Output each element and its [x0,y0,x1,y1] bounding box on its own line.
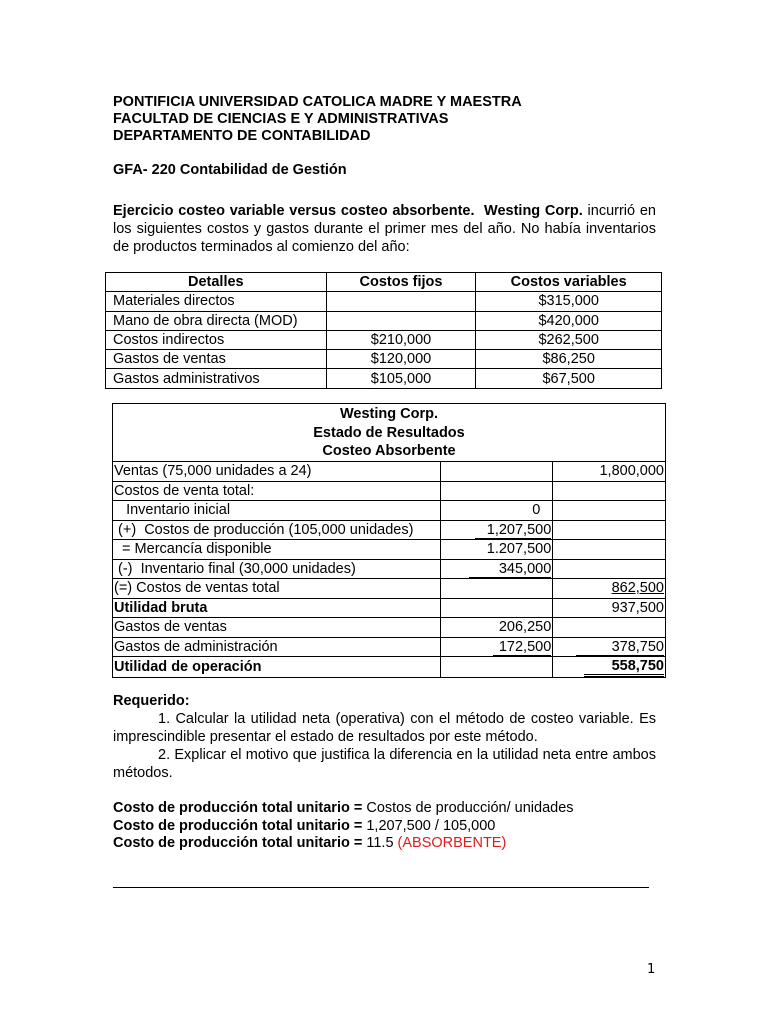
table-row [113,462,666,482]
unit-cost-calculation [113,800,574,853]
costs-table [105,272,662,389]
calc-label: Costo de producción total unitario = [113,817,363,834]
calc-result: 11.5 [362,835,398,851]
faculty-name: FACULTAD DE CIENCIAS E Y ADMINISTRATIVAS [113,111,449,127]
row-label: (+) Costos de producción (105,000 unidades) [113,520,441,540]
statement-title-row [113,404,666,462]
exercise-intro [113,202,656,256]
table-row [106,292,662,311]
row-value-col2 [440,462,553,482]
row-value-col2: 1.207,500 [440,540,553,560]
calc-line-2 [113,818,574,836]
calc-substitution: 1,207,500 / 105,000 [362,817,496,834]
calc-method-tag: (ABSORBENTE) [397,835,507,851]
row-label: Costos de venta total: [113,481,441,501]
fixed-cost: $210,000 [326,330,476,349]
row-value-col3 [553,481,666,501]
table-row [113,559,666,579]
table-row [106,350,662,369]
requirement-item-1: 1. Calcular la utilidad neta (operativa) con el método de costeo variable. Es imprescindible presentar el estado de resultados por este método. [113,711,656,745]
row-label: (=) Costos de ventas total [113,579,441,599]
fixed-cost: $120,000 [326,350,476,369]
row-label: Gastos de ventas [113,618,441,638]
table-row [106,330,662,349]
row-label: Materiales directos [106,292,327,311]
table-row [106,311,662,330]
table-row [113,657,666,678]
table-row [113,637,666,657]
statement-title [113,404,666,462]
underlined-value: 1,207,500 [475,523,552,539]
university-name: PONTIFICIA UNIVERSIDAD CATOLICA MADRE Y MAESTRA [113,94,522,110]
table-row [106,369,662,388]
row-value-col3 [553,540,666,560]
row-value-col2 [440,520,553,540]
row-value-col3 [553,618,666,638]
statement-method: Costeo Absorbente [322,443,456,460]
statement-company: Westing Corp. [339,406,438,423]
requirements-section [113,692,656,782]
fixed-cost [326,292,476,311]
underlined-value: 345,000 [469,562,551,578]
row-value-col3 [553,637,666,657]
variable-cost: $67,500 [476,369,662,388]
row-value-col3 [553,657,666,678]
row-label: Gastos de administración [113,637,441,657]
company-name: Westing Corp. [484,203,583,219]
row-label: Ventas (75,000 unidades a 24) [113,462,441,482]
row-label: Gastos administrativos [106,369,327,388]
income-statement-table [112,403,666,678]
row-label: (-) Inventario final (30,000 unidades) [113,559,441,579]
department-name: DEPARTAMENTO DE CONTABILIDAD [113,128,371,144]
row-value-col3 [553,501,666,521]
calc-line-1 [113,800,574,818]
statement-name: Estado de Resultados [313,424,465,441]
row-value-col2: 0 [440,501,553,521]
row-label: Utilidad de operación [113,657,441,678]
row-value-col2 [440,637,553,657]
document-header [113,94,522,145]
row-label: Costos indirectos [106,330,327,349]
course-title: GFA- 220 Contabilidad de Gestión [113,162,347,178]
table-row [113,501,666,521]
fixed-cost [326,311,476,330]
row-value-col2 [440,657,553,678]
row-label: Utilidad bruta [113,598,441,618]
header-fixed-costs: Costos fijos [326,273,476,292]
calc-formula: Costos de producción/ unidades [362,800,574,816]
row-value-col2 [440,598,553,618]
exercise-title: Ejercicio costeo variable versus costeo absorbente. [113,203,475,219]
variable-cost: $420,000 [476,311,662,330]
requirements-heading: Requerido: [113,693,190,709]
row-value-col3: 937,500 [553,598,666,618]
row-label: Gastos de ventas [106,350,327,369]
row-value-col3 [553,520,666,540]
variable-cost: $315,000 [476,292,662,311]
table-row [113,598,666,618]
variable-cost: $86,250 [476,350,662,369]
header-details: Detalles [106,273,327,292]
variable-cost: $262,500 [476,330,662,349]
calc-line-3 [113,835,574,853]
row-label: = Mercancía disponible [113,540,441,560]
table-row [113,481,666,501]
row-value-col2 [440,579,553,599]
horizontal-rule [113,887,649,888]
table-row [113,540,666,560]
row-value-col3 [553,579,666,599]
table-row [113,579,666,599]
calc-label: Costo de producción total unitario = [113,800,363,816]
row-value-col2: 206,250 [440,618,553,638]
exercise-description: incurrió en los siguientes costos y gastos durante el primer mes del año. No había inventarios de productos terminados al comienzo del año: [113,203,656,255]
underlined-value: 558,750 [584,659,664,677]
fixed-cost: $105,000 [326,369,476,388]
table-row [113,520,666,540]
row-value-col2 [440,559,553,579]
calc-label: Costo de producción total unitario = [113,835,363,851]
row-value-col3: 1,800,000 [553,462,666,482]
header-variable-costs: Costos variables [476,273,662,292]
costs-table-header [106,273,662,292]
requirement-item-2: 2. Explicar el motivo que justifica la diferencia en la utilidad neta entre ambos métodos. [113,747,656,781]
underlined-value: 172,500 [493,640,551,656]
underlined-value: 378,750 [576,640,664,656]
row-value-col2 [440,481,553,501]
row-value-col3 [553,559,666,579]
table-row [113,618,666,638]
page-number: 1 [647,962,656,977]
row-label: Inventario inicial [113,501,441,521]
underlined-value: 862,500 [611,580,664,597]
row-label: Mano de obra directa (MOD) [106,311,327,330]
